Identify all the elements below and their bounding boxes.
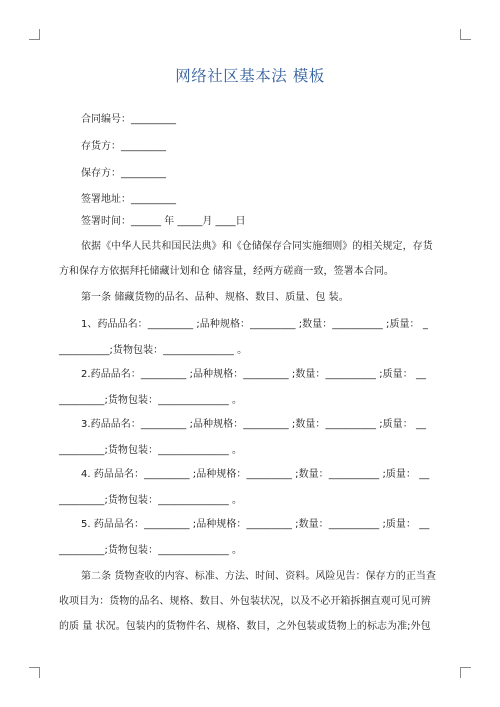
page-corner-mark (460, 667, 471, 678)
article-2-line: 第二条 货物查收的内容、标准、方法、时间、资料。风险见告：保存方的正当查 (81, 571, 436, 582)
custodian-field: 保存方：_________ (81, 168, 166, 179)
article-1-heading: 第一条 储藏货物的品名、品种、规格、数目、质量、包 装。 (81, 292, 349, 303)
item-2-line: 2.药品品名：_________ ;品种规格：_________ ;数量：__________ ;质量： __ (81, 369, 427, 380)
sign-time-field: 签署时间：______ 年 _____月 ____日 (81, 216, 246, 227)
item-3-line: 3.药品品名：_________ ;品种规格：_________ ;数量：__________ ;质量： __ (81, 419, 427, 430)
item-1-line: 1、药品品名：_________ ;品种规格：_________ ;数量：__________ ;质量： _ (81, 319, 428, 330)
item-4-line: 4. 药品品名：_________ ;品种规格：_________ ;数量：__________ ;质量： __ (81, 469, 430, 480)
item-5-line: 5. 药品品名：_________ ;品种规格：_________ ;数量：__________ ;质量： __ (81, 519, 430, 530)
item-1-line: __________;货物包装：______________ 。 (59, 345, 248, 356)
document-title: 网络社区基本法 模板 (175, 67, 325, 85)
item-5-line: _________;货物包装：______________ 。 (59, 545, 243, 556)
sign-place-field: 签署地址：_________ (81, 194, 176, 205)
page-corner-mark (460, 29, 471, 40)
page-corner-mark (29, 667, 40, 678)
intro-paragraph-line: 依据《中华人民共和国民法典》和《仓储保存合同实施细则》的相关规定，存货 (81, 241, 433, 252)
intro-paragraph-line: 方和保存方依据拜托储藏计划和仓 储容量，经两方磋商一致，签署本合同。 (59, 266, 394, 277)
depositor-field: 存货方：_________ (81, 141, 166, 152)
article-2-line: 收项目为：货物的品名、规格、数目、外包装状况，以及不必开箱拆捆直观可见可辨 (59, 596, 431, 607)
page-corner-mark (29, 29, 40, 40)
article-2-line: 的质 量 状况。包装内的货物件名、规格、数目，之外包装或货物上的标志为准;外包 (59, 621, 431, 632)
item-4-line: _________;货物包装：______________ 。 (59, 495, 243, 506)
item-3-line: _________;货物包装：______________ 。 (59, 445, 243, 456)
contract-number-field: 合同编号：_________ (81, 114, 176, 125)
item-2-line: _________;货物包装：______________ 。 (59, 395, 243, 406)
